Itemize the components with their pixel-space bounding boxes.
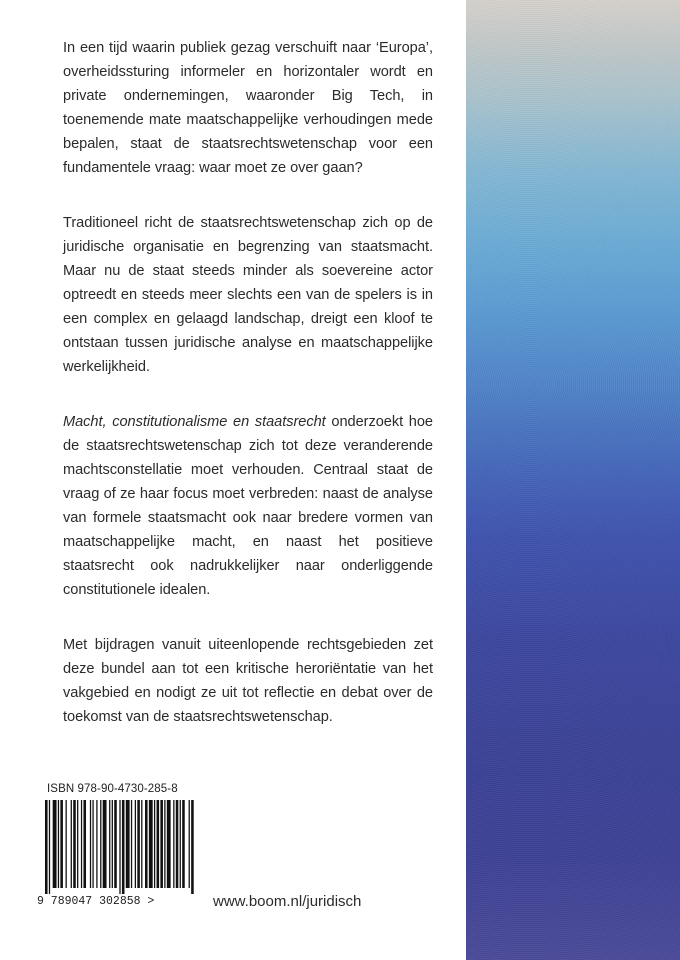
barcode-bar: [141, 800, 142, 888]
barcode-bar: [137, 800, 140, 888]
barcode-bar: [135, 800, 136, 888]
cover-gradient-panel: [466, 0, 680, 960]
barcode-bar: [53, 800, 57, 888]
blurb-paragraph-3-text: onderzoekt hoe de staatsrechtswetenschap zich tot deze veranderende machtsconstellatie moet verhouden. Centraal staat de vraag of ze haar focus moet verbreden: naast de analyse van formele staatsmacht ook naar bredere vormen van maatschappelijke macht, en naast het positieve staatsrecht ook nadrukkelijker naar onderliggende constitutionele idealen.: [63, 414, 433, 598]
barcode-bar: [180, 800, 181, 888]
barcode-bar: [81, 800, 82, 888]
barcode-bar: [189, 800, 190, 888]
barcode-bar: [100, 800, 101, 888]
barcode-bar: [90, 800, 91, 888]
barcode-bar: [164, 800, 165, 888]
barcode-bar: [45, 800, 48, 894]
barcode-bar: [66, 800, 67, 888]
isbn-label: ISBN 978-90-4730-285-8: [47, 783, 178, 795]
barcode-bar: [60, 800, 63, 888]
barcode-bar: [119, 800, 120, 894]
barcode-bar: [191, 800, 194, 894]
barcode-bar: [176, 800, 179, 888]
barcode-bar: [103, 800, 107, 888]
barcode-bar: [109, 800, 110, 888]
barcode-bar: [160, 800, 163, 888]
barcode-icon: [45, 800, 195, 894]
barcode-bar: [145, 800, 148, 888]
blurb-paragraph-2: Traditioneel richt de staatsrechtswetenschap zich op de juridische organisatie en begrenzing van staatsmacht. Maar nu de staat steeds minder als soevereine actor optreedt en steeds meer slechts een van de spelers is in een complex en gelaagd landschap, dreigt een kloof te ontstaan tussen juridische analyse en maatschappelijke werkelijkheid.: [63, 215, 433, 375]
barcode-bar: [131, 800, 132, 888]
barcode-bar: [112, 800, 113, 888]
barcode-bar: [58, 800, 59, 888]
barcode-digits: 9 789047 302858 >: [37, 895, 155, 908]
barcode-bar: [77, 800, 78, 888]
barcode-bar: [157, 800, 160, 888]
barcode-bar: [92, 800, 93, 888]
barcode-bar: [96, 800, 97, 888]
blurb-paragraph-3: [63, 410, 433, 602]
barcode-bar: [149, 800, 153, 888]
blurb-paragraph-4: Met bijdragen vanuit uiteenlopende rechtsgebieden zet deze bundel aan tot een kritische heroriëntatie van het vakgebied en nodigt ze uit tot reflectie en debat over de toekomst van de staatsrechtswetenschap.: [63, 637, 433, 725]
barcode-bar: [154, 800, 155, 888]
barcode-bar: [122, 800, 125, 894]
publisher-website: www.boom.nl/juridisch: [213, 893, 362, 910]
book-title-italic: Macht, constitutionalisme en staatsrecht: [63, 414, 326, 430]
barcode-bar: [49, 800, 50, 894]
barcode-bar: [182, 800, 185, 888]
blurb-column: [63, 36, 433, 760]
barcode-bar: [83, 800, 86, 888]
barcode-bar: [126, 800, 130, 888]
barcode-bar: [73, 800, 76, 888]
barcode-bar: [173, 800, 174, 888]
barcode-bar: [167, 800, 171, 888]
barcode-bar: [114, 800, 117, 888]
barcode-bar: [71, 800, 72, 888]
blurb-paragraph-1: In een tijd waarin publiek gezag verschuift naar ‘Europa’, overheidssturing informeler en horizontaler wordt en private ondernemingen, waaronder Big Tech, in toenemende mate maatschappelijke verhoudingen mede bepalen, staat de staatsrechtswetenschap voor een fundamentele vraag: waar moet ze over gaan?: [63, 40, 433, 176]
